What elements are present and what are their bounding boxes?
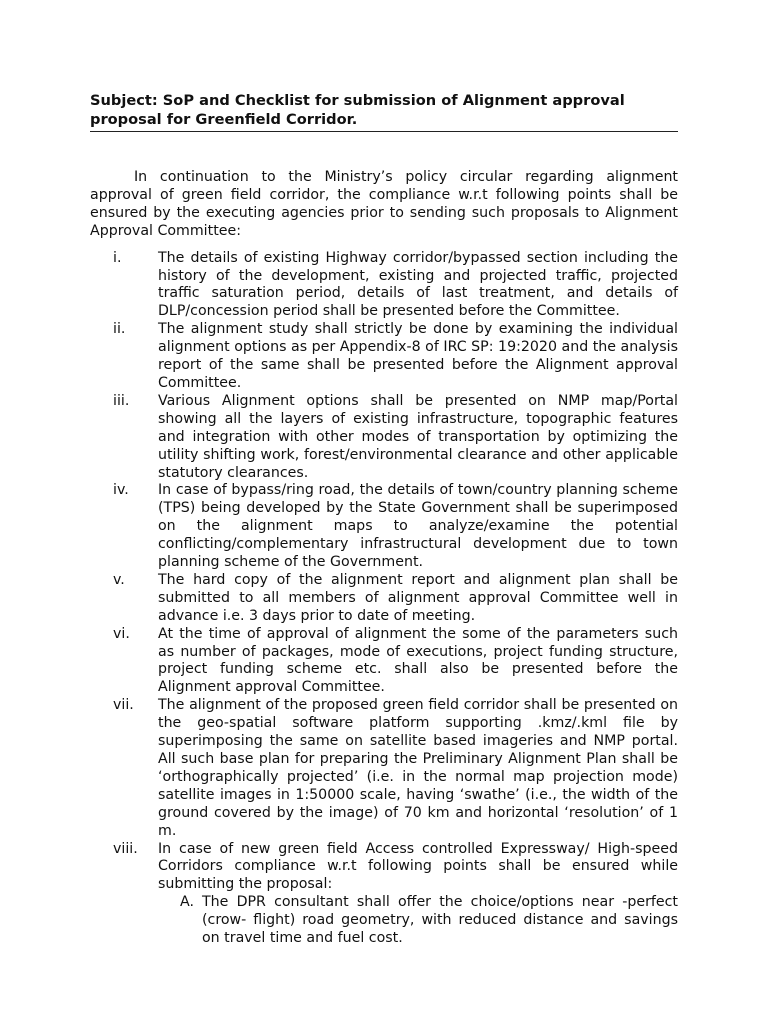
list-item-number: v. <box>113 571 125 588</box>
sub-list-item <box>158 894 678 948</box>
subject-label: Subject <box>90 92 152 109</box>
list-item-text: In case of bypass/ring road, the details of town/country planning scheme (TPS) being developed by the State Government shall be superimposed on the alignment maps to analyze/examine the potential conflicting/complementary infrastructural development due to town planning scheme of the Government. <box>158 482 678 571</box>
list-item <box>90 572 678 626</box>
list-item-text: In case of new green field Access controlled Expressway/ High-speed Corridors compliance w.r.t following points shall be ensured while submitting the proposal: <box>158 840 678 893</box>
list-item-number: vii. <box>113 697 134 714</box>
list-item-text: The alignment of the proposed green field corridor shall be presented on the geo-spatial software platform supporting .kmz/.kml file by superimposing the same on satellite based imageries and NMP portal. All such base plan for preparing the Preliminary Alignment Plan shall be ‘orthographically projected’ (i.e. in the normal map projection mode) satellite images in 1:50000 scale, having ‘swathe’ (i.e., the width of the ground covered by the image) of 70 km and horizontal ‘resolution’ of 1 m. <box>158 697 678 839</box>
sub-list-item-letter: A. <box>180 894 194 911</box>
subject-divider <box>90 131 678 132</box>
intro-paragraph: In continuation to the Ministry’s policy circular regarding alignment approval of green field corridor, the compliance w.r.t following points shall be ensured by the executing agencies prior to sending such proposals to Alignment Approval Committee: <box>90 169 678 239</box>
list-item-number: viii. <box>113 840 138 857</box>
list-item <box>90 841 678 948</box>
list-item-number: vi. <box>113 625 130 642</box>
list-item <box>90 250 678 322</box>
subject-separator: : <box>151 92 158 109</box>
list-item <box>90 626 678 698</box>
subject-heading <box>90 91 678 129</box>
list-item-number: i. <box>113 249 122 266</box>
list-item-body <box>158 841 678 948</box>
list-item <box>90 697 678 840</box>
list-item-text: At the time of approval of alignment the some of the parameters such as number of packages, mode of executions, project funding structure, project funding scheme etc. shall also be presented before the Alignment approval Committee. <box>158 625 678 696</box>
sub-points-list <box>158 894 678 948</box>
points-list <box>90 250 678 948</box>
sub-list-item-text: The DPR consultant shall offer the choice/options near -perfect (crow- flight) road geometry, with reduced distance and savings on travel time and fuel cost. <box>202 894 678 947</box>
list-item-number: iii. <box>113 392 130 409</box>
list-item-number: iv. <box>113 482 129 499</box>
list-item <box>90 321 678 393</box>
list-item <box>90 482 678 572</box>
list-item-text: The alignment study shall strictly be done by examining the individual alignment options as per Appendix-8 of IRC SP: 19:2020 and the analysis report of the same shall be presented before the Alignment approval Committee. <box>158 321 678 391</box>
document-page <box>90 91 678 948</box>
list-item-text: The details of existing Highway corridor/bypassed section including the history of the development, existing and projected traffic, projected traffic saturation period, details of last treatment, and details of DLP/concession period shall be presented before the Committee. <box>158 249 678 320</box>
list-item-number: ii. <box>113 321 126 338</box>
list-item-text: The hard copy of the alignment report and alignment plan shall be submitted to all members of alignment approval Committee well in advance i.e. 3 days prior to date of meeting. <box>158 571 678 624</box>
list-item <box>90 393 678 483</box>
list-item-text: Various Alignment options shall be presented on NMP map/Portal showing all the layers of existing infrastructure, topographic features and integration with other modes of transportation by optimizing the utility shifting work, forest/environmental clearance and other applicable statutory clearances. <box>158 392 678 481</box>
subject-text: SoP and Checklist for submission of Alignment approval proposal for Greenfield Corridor. <box>90 92 625 128</box>
